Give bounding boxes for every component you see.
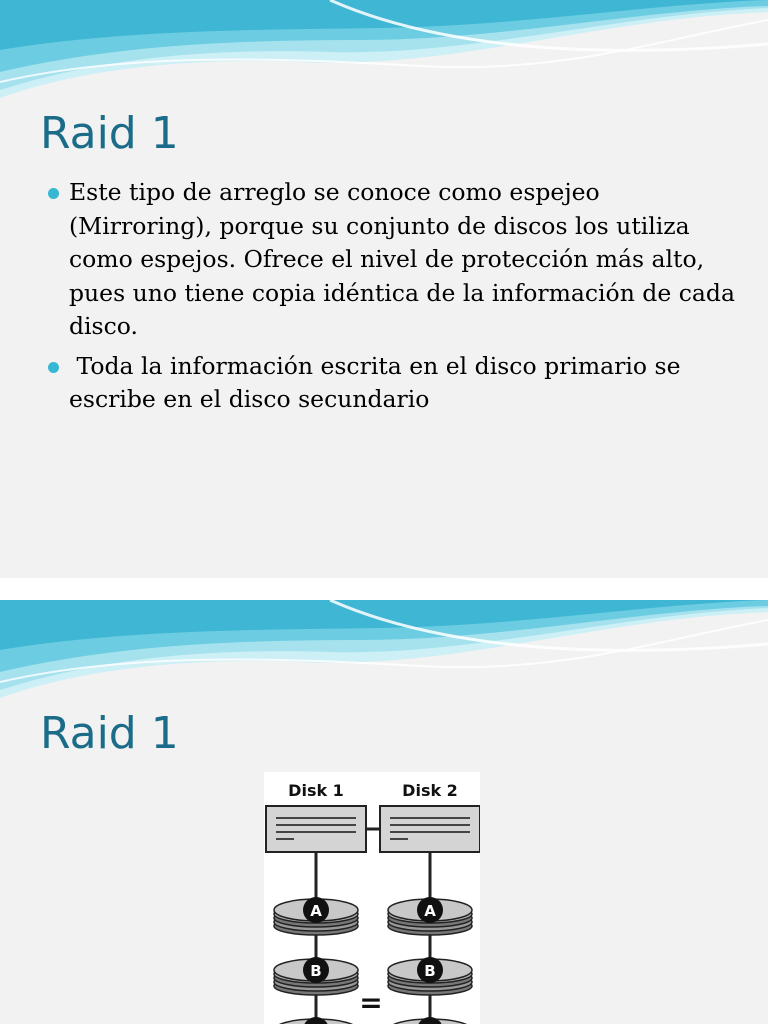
disk1-platter-c — [274, 1017, 358, 1024]
platter-letter: B — [310, 962, 322, 980]
disk2-platter-b — [388, 957, 472, 995]
disk2-label: Disk 2 — [402, 781, 458, 800]
bullet-item — [44, 176, 744, 344]
bullet-dot-icon — [48, 188, 59, 199]
header-wave-decoration — [0, 600, 768, 700]
bullet-text: Este tipo de arreglo se conoce como espejeo (Mirroring), porque su conjunto de discos los utiliza como espejos. Ofrece el nivel de protección más alto, pues uno tiene copia idéntica de la información de cada disco. — [69, 178, 735, 340]
bullet-dot-icon — [48, 362, 59, 373]
platter-letter: B — [424, 962, 436, 980]
disk1-platter-a — [274, 897, 358, 935]
bullet-text: Toda la información escrita en el disco primario se escribe en el disco secundario — [69, 351, 688, 413]
platter-letter: A — [424, 902, 436, 920]
slide-title: Raid 1 — [40, 108, 179, 159]
bullet-list — [44, 176, 744, 423]
platter-letter: A — [310, 902, 322, 920]
bullet-item — [44, 350, 744, 417]
header-wave-decoration — [0, 0, 768, 100]
slide-2 — [0, 600, 768, 1024]
disk2-controller — [380, 806, 480, 852]
disk1-label: Disk 1 — [288, 781, 344, 800]
disk1-controller — [266, 806, 366, 852]
disk1-platter-b — [274, 957, 358, 995]
disk2-platter-c — [388, 1017, 472, 1024]
raid1-diagram — [264, 772, 480, 1024]
equals-sign: = — [359, 986, 383, 1019]
disk2-platter-a — [388, 897, 472, 935]
slide-title: Raid 1 — [40, 708, 179, 759]
